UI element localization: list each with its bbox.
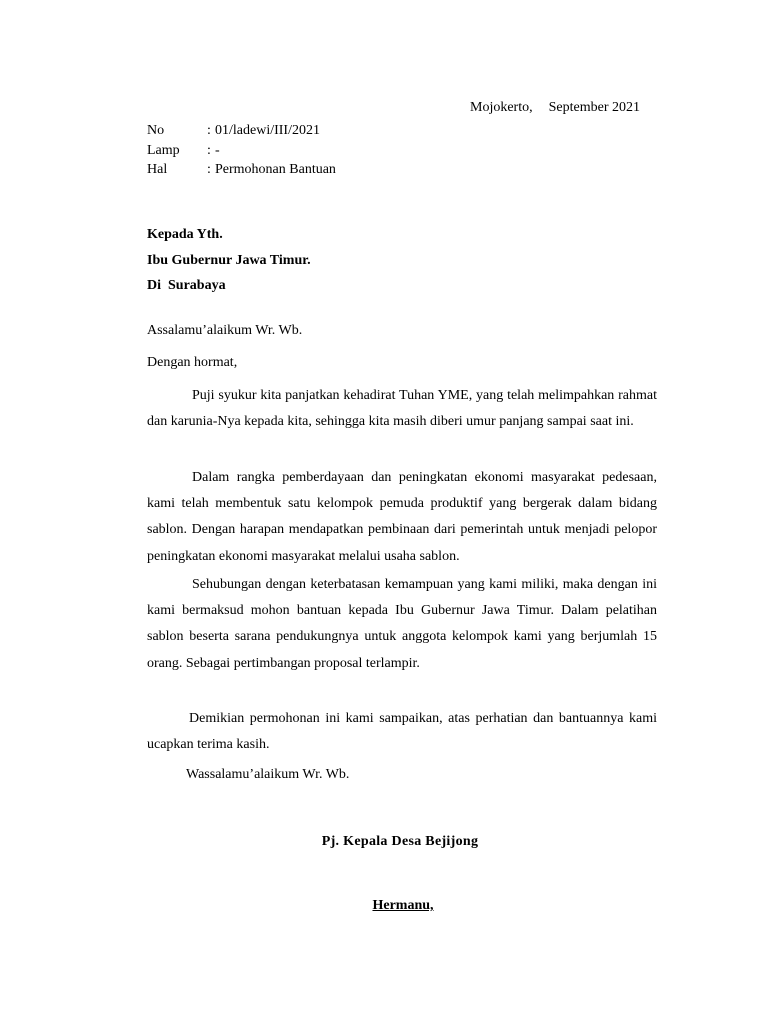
recipient-line-2: Ibu Gubernur Jawa Timur. <box>147 252 311 268</box>
signer-name: Hermanu, <box>372 898 434 913</box>
meta-separator: : <box>207 123 211 138</box>
meta-separator: : <box>207 142 211 158</box>
meta-label-number: No <box>147 123 165 138</box>
recipient-line-1: Kepada Yth. <box>147 227 223 242</box>
place-date <box>470 100 640 116</box>
paragraph-4: Demikian permohonan ini kami sampaikan, atas perhatian dan bantuannya kami ucapkan terima kasih. <box>147 711 657 753</box>
meta-value-attachment: - <box>215 142 220 158</box>
signer-title: Pj. Kepala Desa Bejijong <box>321 834 479 849</box>
letter-meta <box>147 121 336 180</box>
meta-row-attachment <box>147 141 336 161</box>
closing-greeting: Wassalamu’alaikum Wr. Wb. <box>186 767 350 782</box>
meta-label-subject: Hal <box>147 162 168 177</box>
meta-row-subject <box>147 160 336 180</box>
meta-label-attachment: Lamp <box>147 142 180 158</box>
salutation: Dengan hormat, <box>147 355 238 370</box>
date: September 2021 <box>548 100 640 115</box>
recipient-line-3: Di Surabaya <box>147 278 226 293</box>
paragraph-3: Sehubungan dengan keterbatasan kemampuan yang kami miliki, maka dengan ini kami bermaksud mohon bantuan kepada Ibu Gubernur Jawa Timur. Dalam pelatihan sablon beserta sarana pendukungnya untuk anggota kelompok kami yang berjumlah 15 orang. Sebagai pertimbangan proposal terlampir. <box>147 577 657 671</box>
paragraph-1: Puji syukur kita panjatkan kehadirat Tuhan YME, yang telah melimpahkan rahmat dan karunia-Nya kepada kita, sehingga kita masih diberi umur panjang sampai saat ini. <box>147 388 657 430</box>
paragraph-2: Dalam rangka pemberdayaan dan peningkatan ekonomi masyarakat pedesaan, kami telah membentuk satu kelompok pemuda produktif yang bergerak dalam bidang sablon. Dengan harapan mendapatkan pembinaan dari pemerintah untuk menjadi pelopor peningkatan ekonomi masyarakat melalui usaha sablon. <box>147 470 657 564</box>
greeting: Assalamu’alaikum Wr. Wb. <box>147 323 303 338</box>
recipient-block <box>147 222 311 299</box>
place: Mojokerto, <box>470 100 533 115</box>
meta-value-subject: Permohonan Bantuan <box>215 162 336 177</box>
meta-row-number <box>147 121 336 141</box>
meta-value-number: 01/ladewi/III/2021 <box>215 123 320 138</box>
meta-separator: : <box>207 162 211 177</box>
